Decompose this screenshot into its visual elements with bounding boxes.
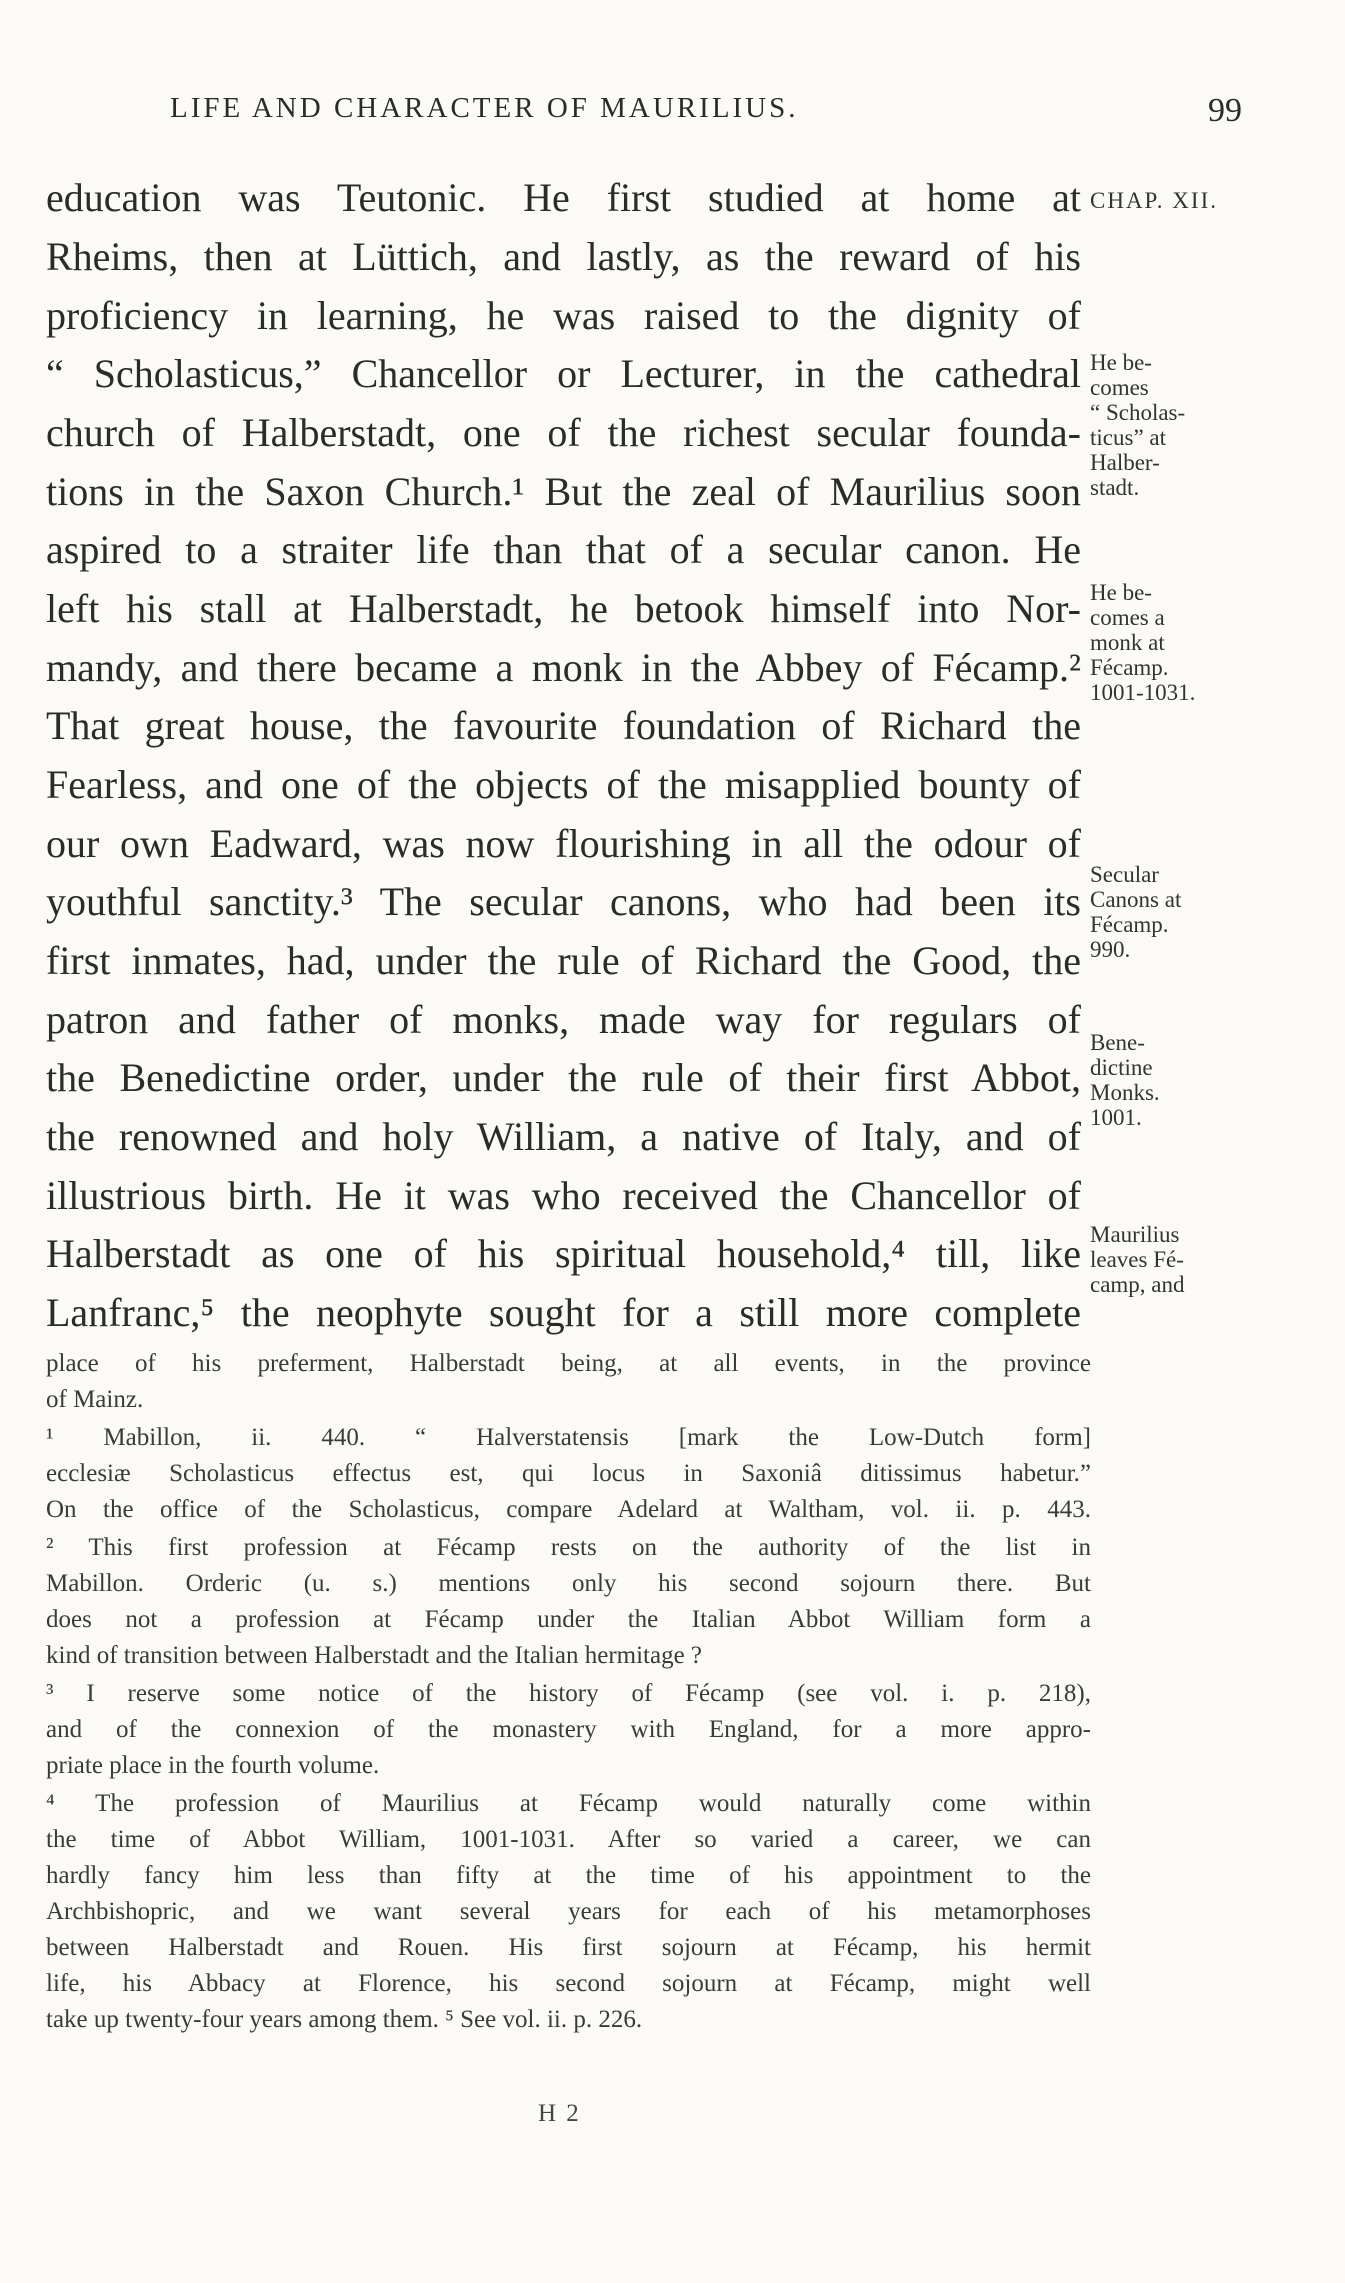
footnote-line: Mabillon. Orderic (u. s.) mentions only his second sojourn there. But bbox=[46, 1570, 1091, 1597]
signature-mark: H 2 bbox=[538, 2100, 581, 2127]
body-line: mandy, and there became a monk in the Abbey of Fécamp.² bbox=[46, 645, 1081, 690]
footnote-line: Archbishopric, and we want several years for each of his metamorphoses bbox=[46, 1898, 1091, 1925]
footnote-line: and of the connexion of the monastery with England, for a more appro- bbox=[46, 1716, 1091, 1743]
body-line: the renowned and holy William, a native of Italy, and of bbox=[46, 1114, 1081, 1159]
body-line: education was Teutonic. He first studied at home at bbox=[46, 175, 1081, 220]
footnote-line: ⁴ The profession of Maurilius at Fécamp would naturally come within bbox=[46, 1790, 1091, 1817]
footnote-line: ² This first profession at Fécamp rests on the authority of the list in bbox=[46, 1534, 1091, 1561]
body-line: “ Scholasticus,” Chancellor or Lecturer, in the cathedral bbox=[46, 351, 1081, 396]
footnote-line: kind of transition between Halberstadt and the Italian hermitage ? bbox=[46, 1642, 703, 1669]
footnote-line: between Halberstadt and Rouen. His first sojourn at Fécamp, his hermit bbox=[46, 1934, 1091, 1961]
page-number: 99 bbox=[1208, 92, 1242, 129]
footnote-line: On the office of the Scholasticus, compare Adelard at Waltham, vol. ii. p. 443. bbox=[46, 1496, 1091, 1523]
footnote-line: place of his preferment, Halberstadt being, at all events, in the province bbox=[46, 1350, 1091, 1377]
footnote-line: take up twenty-four years among them. ⁵ See vol. ii. p. 226. bbox=[46, 2006, 643, 2033]
body-line: church of Halberstadt, one of the richest secular founda- bbox=[46, 410, 1081, 455]
body-line: patron and father of monks, made way for regulars of bbox=[46, 997, 1081, 1042]
margin-note-leaves-fecamp: Maurilius leaves Fé- camp, and bbox=[1090, 1222, 1185, 1297]
footnote-line: hardly fancy him less than fifty at the time of his appointment to the bbox=[46, 1862, 1091, 1889]
footnote-line: ³ I reserve some notice of the history of Fécamp (see vol. i. p. 218), bbox=[46, 1680, 1091, 1707]
body-line: Lanfranc,⁵ the neophyte sought for a still more complete bbox=[46, 1290, 1081, 1335]
margin-note-chapter: CHAP. XII. bbox=[1090, 188, 1218, 213]
body-line: proficiency in learning, he was raised to the dignity of bbox=[46, 293, 1081, 338]
footnote-line: priate place in the fourth volume. bbox=[46, 1752, 380, 1779]
body-line: left his stall at Halberstadt, he betook himself into Nor- bbox=[46, 586, 1081, 631]
running-title: LIFE AND CHARACTER OF MAURILIUS. bbox=[170, 92, 799, 124]
body-line: tions in the Saxon Church.¹ But the zeal of Maurilius soon bbox=[46, 469, 1081, 514]
body-line: Rheims, then at Lüttich, and lastly, as the reward of his bbox=[46, 234, 1081, 279]
body-line: Halberstadt as one of his spiritual household,⁴ till, like bbox=[46, 1231, 1081, 1276]
margin-note-monk: He be- comes a monk at Fécamp. 1001-1031. bbox=[1090, 580, 1196, 705]
footnote-line: does not a profession at Fécamp under the Italian Abbot William form a bbox=[46, 1606, 1091, 1633]
margin-note-scholasticus: He be- comes “ Scholas- ticus” at Halber- stadt. bbox=[1090, 350, 1186, 500]
footnote-line: ¹ Mabillon, ii. 440. “ Halverstatensis [mark the Low-Dutch form] bbox=[46, 1424, 1091, 1451]
body-line: the Benedictine order, under the rule of their first Abbot, bbox=[46, 1055, 1081, 1100]
page-header bbox=[170, 92, 1242, 132]
footnote-line: of Mainz. bbox=[46, 1386, 144, 1413]
footnote-line: life, his Abbacy at Florence, his second sojourn at Fécamp, might well bbox=[46, 1970, 1091, 1997]
body-line: aspired to a straiter life than that of a secular canon. He bbox=[46, 527, 1081, 572]
margin-note-benedictine: Bene- dictine Monks. 1001. bbox=[1090, 1030, 1160, 1130]
footnote-line: ecclesiæ Scholasticus effectus est, qui locus in Saxoniâ ditissimus habetur.” bbox=[46, 1460, 1091, 1487]
margin-note-secular-canons: Secular Canons at Fécamp. 990. bbox=[1090, 862, 1182, 962]
body-line: our own Eadward, was now flourishing in all the odour of bbox=[46, 821, 1081, 866]
body-line: That great house, the favourite foundation of Richard the bbox=[46, 703, 1081, 748]
body-line: first inmates, had, under the rule of Richard the Good, the bbox=[46, 938, 1081, 983]
footnote-line: the time of Abbot William, 1001-1031. After so varied a career, we can bbox=[46, 1826, 1091, 1853]
body-line: Fearless, and one of the objects of the misapplied bounty of bbox=[46, 762, 1081, 807]
body-line: illustrious birth. He it was who received the Chancellor of bbox=[46, 1173, 1081, 1218]
body-line: youthful sanctity.³ The secular canons, who had been its bbox=[46, 879, 1081, 924]
